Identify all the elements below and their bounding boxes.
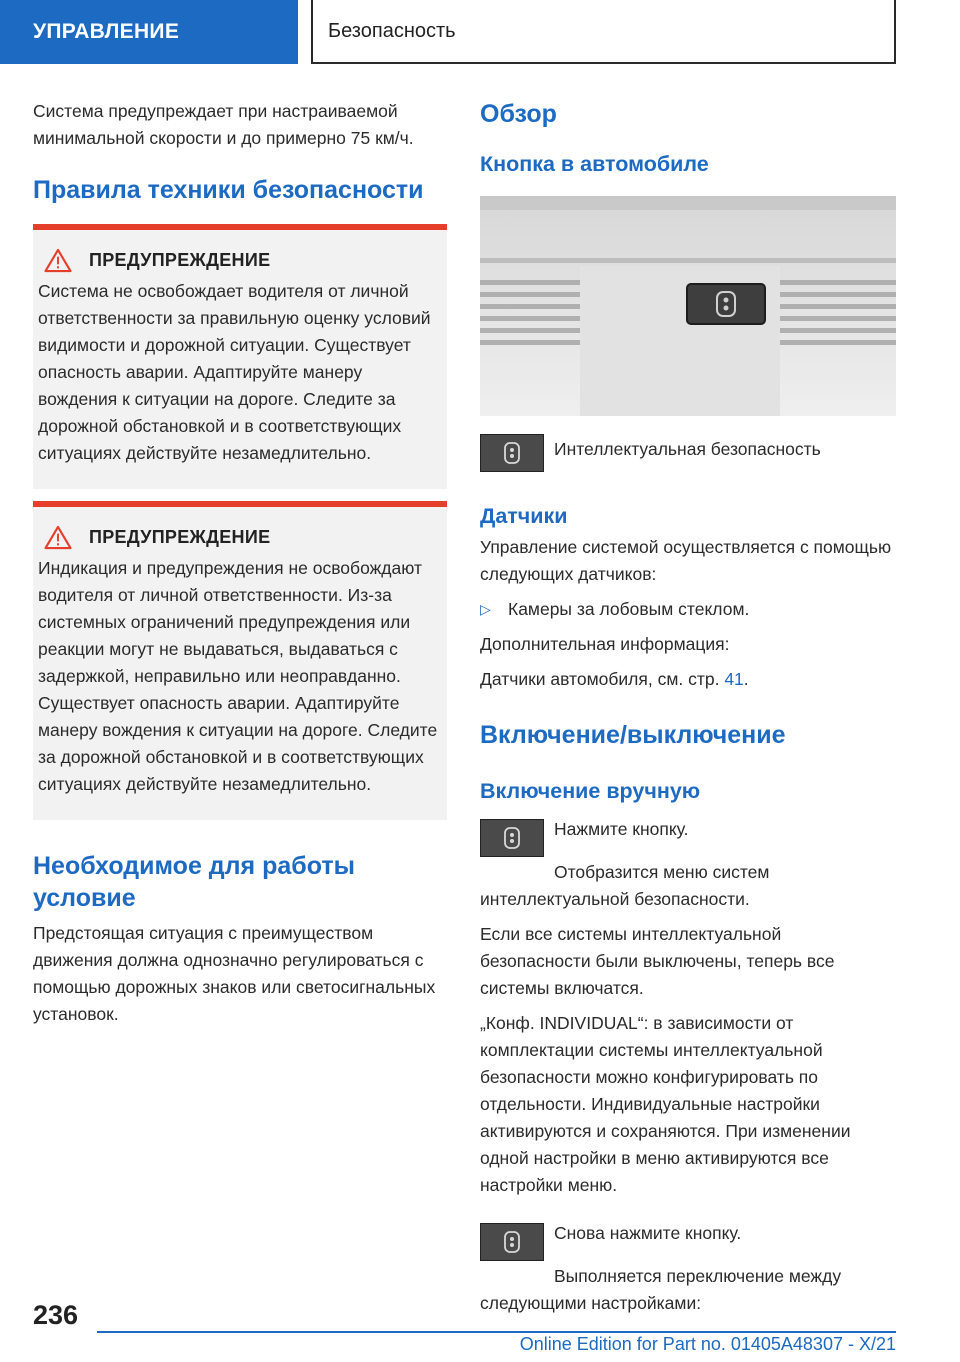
warning-text: Индикация и предупреждения не освобождают водителя от личной ответственности. Из-за системных ограничений предупреждения или реакции могут не выдаваться, выдаваться с задержкой, неправильно или неоправданно. Существует опасность аварии. Адаптируйте манеру вождения к ситуации на дороге. Следите за дорожной обстановкой и в соответствующих ситуациях действуйте незамедлительно. bbox=[38, 558, 438, 794]
left-column bbox=[33, 98, 447, 1028]
right-column bbox=[480, 98, 896, 1317]
chapter-title: Безопасность bbox=[311, 0, 896, 64]
manual-heading: Включение вручную bbox=[480, 779, 701, 803]
section-tab: УПРАВЛЕНИЕ bbox=[0, 0, 298, 64]
button-heading: Кнопка в автомобиле bbox=[480, 152, 709, 176]
warning-triangle-icon bbox=[43, 525, 73, 550]
press-button-row bbox=[480, 819, 896, 857]
page-link[interactable]: 41 bbox=[724, 669, 744, 689]
press-button-text: Нажмите кнопку. bbox=[554, 819, 689, 839]
intro-paragraph: Система предупреждает при настраиваемой минимальной скорости и до примерно 75 км/ч. bbox=[33, 101, 414, 148]
warning-title: ПРЕДУПРЕЖДЕНИЕ bbox=[89, 250, 271, 270]
button-caption: Интеллектуальная безопасность bbox=[554, 439, 821, 459]
car-safety-button-icon bbox=[480, 1223, 544, 1261]
overview-heading: Обзор bbox=[480, 100, 557, 128]
warning-title: ПРЕДУПРЕЖДЕНИЕ bbox=[89, 527, 271, 547]
warning-box-2 bbox=[33, 501, 447, 820]
conditions-heading: Необходимое для работы условие bbox=[33, 852, 355, 912]
press-again-row bbox=[480, 1223, 896, 1261]
page-number: 236 bbox=[33, 1300, 79, 1330]
button-caption-row bbox=[480, 434, 896, 472]
warning-text: Система не освобождает водителя от личной ответственности за правильную оценку условий видимости и дорожной ситуации. Существует опасность аварии. Адаптируйте манеру вождения к ситуации на дороге. Следите за дорожной обстановкой и в соответствующих ситуациях действуйте незамедлительно. bbox=[38, 281, 431, 463]
all-off-text: Если все системы интеллектуальной безопасности были выключены, теперь все системы включатся. bbox=[480, 924, 835, 998]
warning-box-1 bbox=[33, 224, 447, 489]
onoff-heading: Включение/выключение bbox=[480, 721, 786, 749]
list-item bbox=[480, 596, 896, 623]
footer-divider bbox=[97, 1331, 896, 1333]
sensors-reference bbox=[480, 666, 896, 693]
more-info-label: Дополнительная информация: bbox=[480, 634, 730, 654]
edition-footer: Online Edition for Part no. 01405A48307 - X/21 bbox=[519, 1334, 896, 1354]
dashboard-button-photo bbox=[480, 196, 896, 416]
individual-text: „Конф. INDIVIDUAL“: в зависимости от комплектации системы интеллектуальной безопасности можно конфигурировать по отдельности. Индивидуальные настройки активируются и сохраняются. При изменении одной настройки в меню активируются все настройки меню. bbox=[480, 1013, 851, 1195]
triangle-bullet-icon: ▷ bbox=[480, 601, 491, 617]
reference-text: Датчики автомобиля, см. стр. bbox=[480, 669, 725, 689]
press-again-text: Снова нажмите кнопку. bbox=[554, 1223, 742, 1243]
switching-text: Выполняется переключение между следующими настройками: bbox=[480, 1266, 842, 1313]
bullet-text: Камеры за лобовым стеклом. bbox=[508, 599, 750, 619]
reference-suffix: . bbox=[743, 669, 749, 689]
sensors-heading: Датчики bbox=[480, 504, 568, 528]
rules-heading: Правила техники безопасности bbox=[33, 176, 424, 204]
sensors-paragraph: Управление системой осуществляется с помощью следующих датчиков: bbox=[480, 537, 892, 584]
warning-triangle-icon bbox=[43, 248, 73, 273]
car-safety-button-icon bbox=[480, 434, 544, 472]
conditions-paragraph: Предстоящая ситуация с преимуществом движения должна однозначно регулироваться с помощью дорожных знаков или светосигнальных установок. bbox=[33, 923, 436, 1024]
car-safety-button-icon bbox=[480, 819, 544, 857]
menu-shown-text: Отобразится меню систем интеллектуальной безопасности. bbox=[480, 862, 770, 909]
